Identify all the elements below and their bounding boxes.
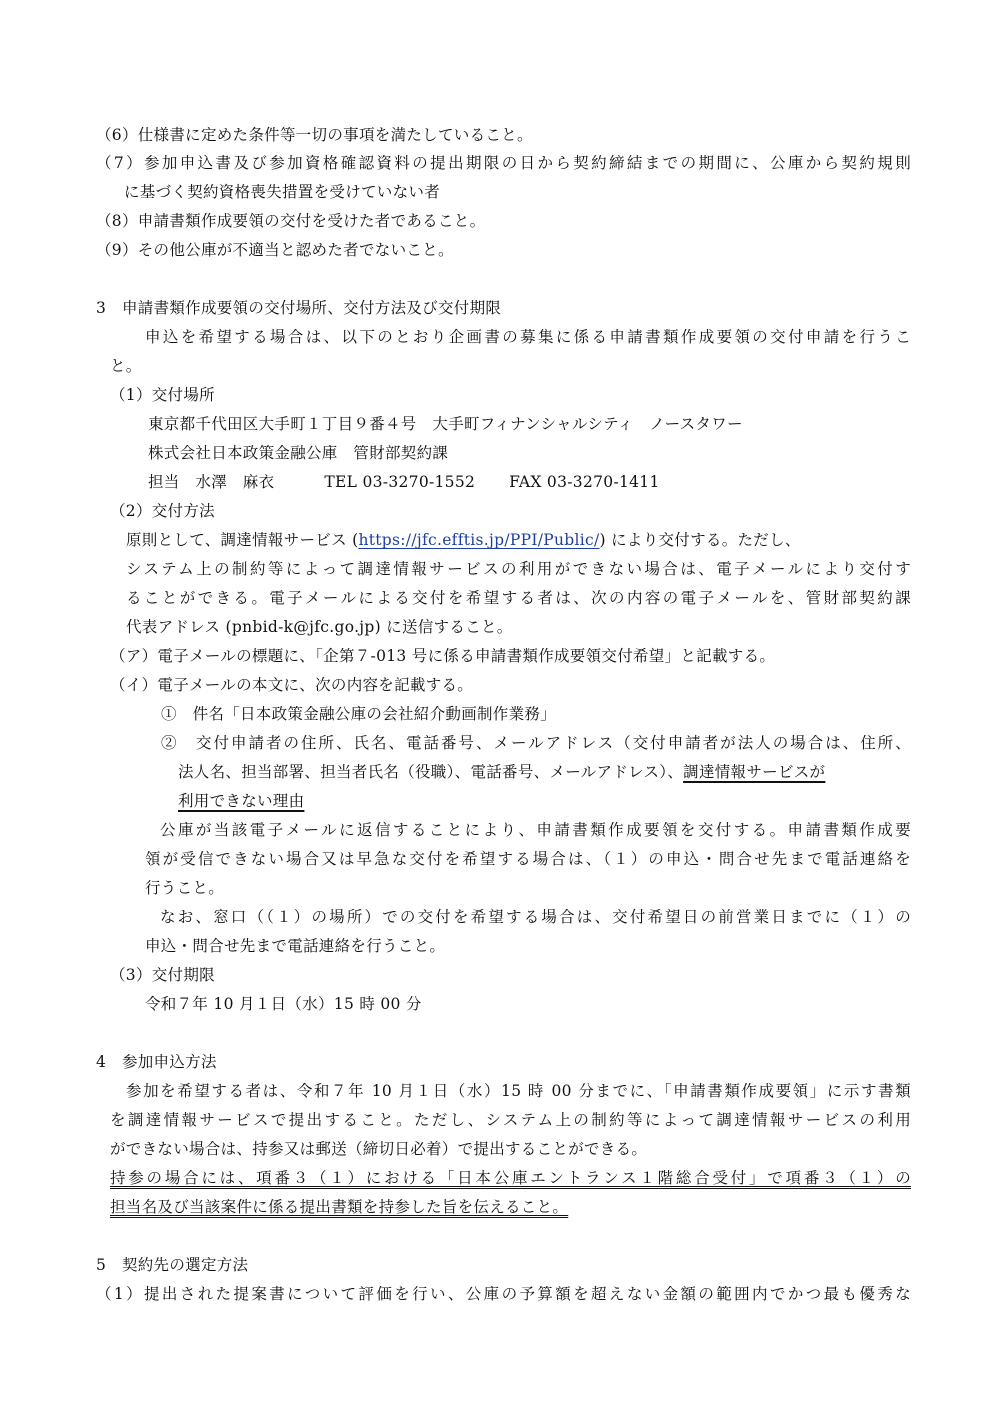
delivery-method-line-2: システム上の制約等によって調達情報サービスの利用ができない場合は、電子メールにより交付す (126, 560, 911, 578)
section-5-line-1: （1）提出された提案書について評価を行い、公庫の予算額を超えない金額の範囲内でかつ最も優秀な (96, 1285, 911, 1303)
contact-name: 担当 水澤 麻衣 (148, 473, 275, 491)
item-7-line-2: に基づく契約資格喪失措置を受けていない者 (124, 183, 441, 201)
delivery-deadline-title: （3）交付期限 (110, 966, 215, 984)
delivery-method-line-4: 代表アドレス (pnbid-k@jfc.go.jp) に送信すること。 (126, 618, 513, 636)
email-body-instruction: （イ）電子メールの本文に、次の内容を記載する。 (110, 676, 474, 694)
section-4-line-1: 参加を希望する者は、令和７年 10 月１日（水）15 時 00 分までに、「申請書類作成要領」に示す書類 (126, 1082, 911, 1100)
section-4-line-2: を調達情報サービスで提出すること。ただし、システム上の制約等によって調達情報サービスの利用 (110, 1111, 911, 1129)
email-item-applicant-line-2: 法人名、担当部署、担当者氏名（役職）、電話番号、メールアドレス）、調達情報サービスが (178, 763, 826, 781)
email-subject-instruction: （ア）電子メールの標題に、「企第７-013 号に係る申請書類作成要領交付希望」と記載する。 (110, 647, 776, 665)
email-item-applicant-line-3 (178, 791, 304, 811)
section-5-heading: 5 契約先の選定方法 (96, 1256, 249, 1274)
section-4-note-line-2: 担当名及び当該案件に係る提出書類を持参した旨を伝えること。 (110, 1198, 569, 1216)
item-7-line-1: （7）参加申込書及び参加資格確認資料の提出期限の日から契約締結までの期間に、公庫から契約規則 (96, 154, 911, 172)
reply-paragraph-line-1: 公庫が当該電子メールに返信することにより、申請書類作成要領を交付する。申請書類作成要 (160, 821, 911, 839)
email-item-subject: ① 件名「日本政策金融公庫の会社紹介動画制作業務」 (161, 705, 557, 723)
email-item-applicant-line-1: ② 交付申請者の住所、氏名、電話番号、メールアドレス（交付申請者が法人の場合は、住所、 (161, 734, 911, 752)
contact-fax: FAX 03-3270-1411 (509, 473, 660, 491)
section-3-intro-line-1: 申込を希望する場合は、以下のとおり企画書の募集に係る申請書類作成要領の交付申請を行うこ (145, 328, 911, 346)
underlined-reason-part-2: 利用できない理由 (178, 792, 305, 810)
delivery-method-title: （2）交付方法 (110, 502, 215, 520)
item-6: （6）仕様書に定めた条件等一切の事項を満たしていること。 (96, 126, 533, 144)
delivery-method-line-1: 原則として、調達情報サービス (https://jfc.efftis.jp/PPI/Public/) により交付する。ただし、 (126, 531, 801, 549)
reply-paragraph-line-3: 行うこと。 (145, 879, 225, 897)
delivery-place-organization: 株式会社日本政策金融公庫 管財部契約課 (148, 444, 449, 462)
reply-paragraph-line-2: 領が受信できない場合又は早急な交付を希望する場合は、（１）の申込・問合せ先まで電話連絡を (145, 850, 911, 868)
section-4-note-line-1: 持参の場合には、項番３（１）における「日本公庫エントランス１階総合受付」で項番３（１）の (110, 1169, 911, 1187)
item-8: （8）申請書類作成要領の交付を受けた者であること。 (96, 212, 486, 230)
procurement-service-link[interactable]: https://jfc.efftis.jp/PPI/Public/ (358, 531, 600, 549)
delivery-method-line-3: ることができる。電子メールによる交付を希望する者は、次の内容の電子メールを、管財部契約課 (126, 589, 911, 607)
section-3-intro-line-2: と。 (110, 357, 142, 375)
window-paragraph-line-1: なお、窓口（（１）の場所）での交付を希望する場合は、交付希望日の前営業日までに（１）の (160, 908, 911, 926)
section-4-line-3: ができない場合は、持参又は郵送（締切日必着）で提出することができる。 (110, 1140, 648, 1158)
window-paragraph-line-2: 申込・問合せ先まで電話連絡を行うこと。 (145, 937, 446, 955)
delivery-place-address: 東京都千代田区大手町１丁目９番４号 大手町フィナンシャルシティ ノースタワー (148, 415, 743, 433)
delivery-deadline-value: 令和７年 10 月１日（水）15 時 00 分 (145, 995, 422, 1013)
section-3-heading: 3 申請書類作成要領の交付場所、交付方法及び交付期限 (96, 299, 502, 317)
delivery-place-title: （1）交付場所 (110, 386, 215, 404)
underlined-reason-part-1: 調達情報サービスが (683, 763, 826, 781)
section-4-heading: 4 参加申込方法 (96, 1053, 217, 1071)
item-9: （9）その他公庫が不適当と認めた者でないこと。 (96, 241, 454, 259)
contact-person (148, 472, 660, 492)
contact-tel: TEL 03-3270-1552 (324, 473, 476, 491)
